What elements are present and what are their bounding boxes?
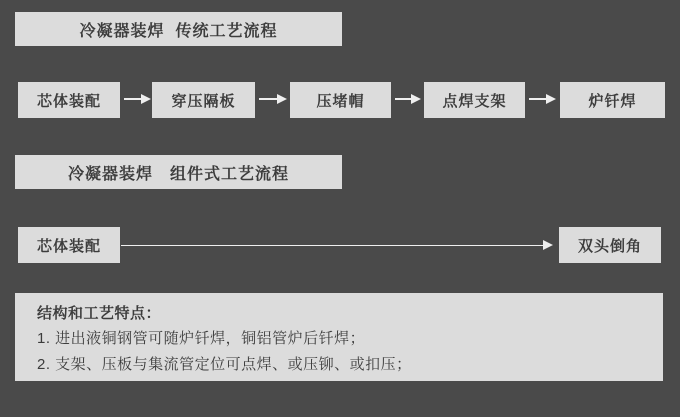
arrow-head-icon <box>141 94 151 104</box>
notes-panel <box>15 293 663 381</box>
flow-arrow-1 <box>124 94 151 104</box>
modular-flow-header: 冷凝器装焊 组件式工艺流程 <box>15 155 342 189</box>
step-core-assembly-2: 芯体装配 <box>18 227 120 263</box>
step-double-end-chamfer: 双头倒角 <box>559 227 661 263</box>
step-press-plug-cap: 压堵帽 <box>290 82 391 118</box>
arrow-shaft <box>529 98 546 100</box>
note-item-2: 2. 支架、压板与集流管定位可点焊、或压铆、或扣压； <box>37 356 412 373</box>
arrow-shaft <box>121 245 543 246</box>
arrow-head-icon <box>546 94 556 104</box>
arrow-head-icon <box>277 94 287 104</box>
flow-arrow-2 <box>259 94 287 104</box>
traditional-flow-header: 冷凝器装焊 传统工艺流程 <box>15 12 342 46</box>
flow-arrow-3 <box>395 94 421 104</box>
notes-title: 结构和工艺特点： <box>37 305 162 322</box>
long-flow-arrow <box>121 240 553 250</box>
arrow-head-icon <box>543 240 553 250</box>
step-core-assembly: 芯体装配 <box>18 82 120 118</box>
flow-arrow-4 <box>529 94 556 104</box>
step-spot-weld-bracket: 点焊支架 <box>424 82 525 118</box>
arrow-shaft <box>124 98 141 100</box>
step-furnace-brazing: 炉钎焊 <box>560 82 665 118</box>
arrow-shaft <box>395 98 411 100</box>
arrow-shaft <box>259 98 277 100</box>
arrow-head-icon <box>411 94 421 104</box>
note-item-1: 1. 进出液铜钢管可随炉钎焊，铜铝管炉后钎焊； <box>37 330 366 347</box>
step-press-partition: 穿压隔板 <box>152 82 255 118</box>
